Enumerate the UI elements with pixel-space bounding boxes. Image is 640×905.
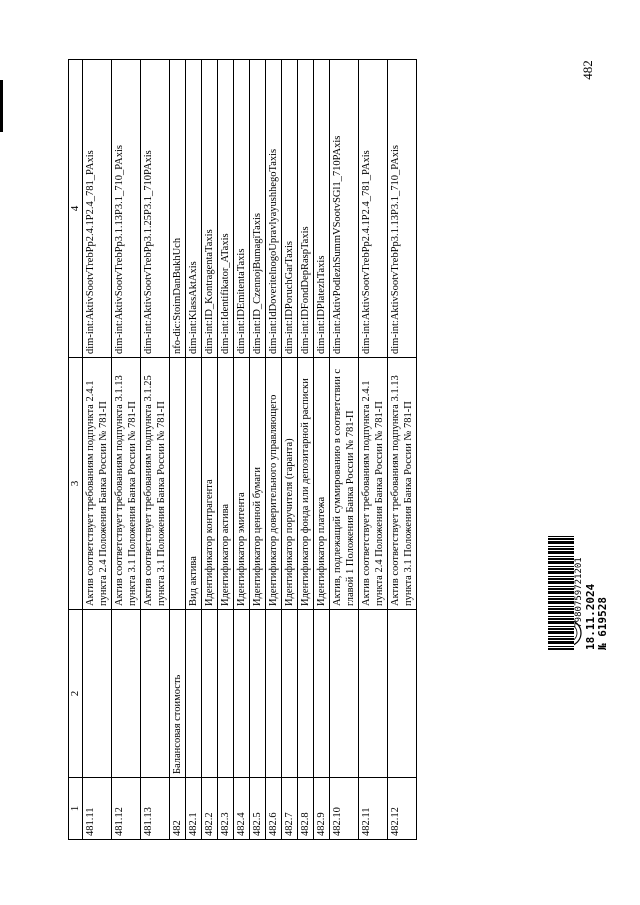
- cell-col-4: dim-int:AktivSootvTrebPp3.1.13P3.1_710_PAxis: [112, 60, 141, 358]
- page-number: 482: [580, 60, 595, 80]
- cell-col-1: 482.9: [314, 778, 330, 840]
- cell-col-1: 482.11: [359, 778, 388, 840]
- cell-col-3: Идентификатор контрагента: [202, 358, 218, 610]
- cell-col-2: [141, 610, 170, 778]
- table-row: [170, 60, 186, 840]
- cell-col-4: dim-int:AktivPodlezhSummVSootvSGl1_710PAxis: [330, 60, 359, 358]
- cell-col-1: 482.1: [186, 778, 202, 840]
- cell-col-4: dim-int:AktivSootvTrebPp3.1.25P3.1_710PAxis: [141, 60, 170, 358]
- registration-stamp: [548, 535, 608, 650]
- cell-col-3: Актив соответствует требованиям подпункта 3.1.25 пункта 3.1 Положения Банка России № 781-П: [141, 358, 170, 610]
- table-header-row: [69, 60, 83, 840]
- cell-col-4: dim-int:AktivSootvTrebPp2.4.1P2.4_781_PAxis: [359, 60, 388, 358]
- cell-col-1: 481.11: [83, 778, 112, 840]
- table-row: [250, 60, 266, 840]
- cell-col-3: Вид актива: [186, 358, 202, 610]
- table-row: [330, 60, 359, 840]
- cell-col-4: dim-int:IDEmitentaTaxis: [234, 60, 250, 358]
- table-row: [388, 60, 417, 840]
- cell-col-3: Актив, подлежащий суммированию в соответствии с главой 1 Положения Банка России № 781-П: [330, 358, 359, 610]
- cell-col-3: Идентификатор платежа: [314, 358, 330, 610]
- cell-col-3: Актив соответствует требованиям подпункта 3.1.13 пункта 3.1 Положения Банка России № 781-П: [112, 358, 141, 610]
- cell-col-1: 482.6: [266, 778, 282, 840]
- margin-rule: [0, 80, 3, 132]
- cell-col-3: Идентификатор поручителя (гаранта): [282, 358, 298, 610]
- cell-col-4: dim-int:Identifikator_ATaxis: [218, 60, 234, 358]
- table-row: [282, 60, 298, 840]
- table-row: [234, 60, 250, 840]
- cell-col-1: 481.13: [141, 778, 170, 840]
- rotated-table-container: [68, 60, 584, 840]
- table-row: [202, 60, 218, 840]
- cell-col-4: dim-int:ID_CzennojBumagiTaxis: [250, 60, 266, 358]
- cell-col-3: [170, 358, 186, 610]
- cell-col-1: 481.12: [112, 778, 141, 840]
- table-body: [83, 60, 417, 840]
- cell-col-2: [266, 610, 282, 778]
- cell-col-2: [83, 610, 112, 778]
- cell-col-2: [314, 610, 330, 778]
- table-row: [298, 60, 314, 840]
- cell-col-4: dim-int:AktivSootvTrebPp3.1.13P3.1_710_PAxis: [388, 60, 417, 358]
- table-row: [266, 60, 282, 840]
- cell-col-2: [359, 610, 388, 778]
- cell-col-3: Идентификатор фонда или депозитарной расписки: [298, 358, 314, 610]
- header-col-2: 2: [69, 610, 83, 778]
- table-row: [141, 60, 170, 840]
- cell-col-2: [298, 610, 314, 778]
- cell-col-2: [388, 610, 417, 778]
- cell-col-3: Идентификатор доверительного управляющего: [266, 358, 282, 610]
- cell-col-2: [202, 610, 218, 778]
- table-row: [314, 60, 330, 840]
- stamp-registration-number: № 619528: [596, 597, 609, 650]
- cell-col-3: Актив соответствует требованиям подпункта 2.4.1 пункта 2.4 Положения Банка России № 781-П: [83, 358, 112, 610]
- cell-col-1: 482.7: [282, 778, 298, 840]
- cell-col-1: 482.5: [250, 778, 266, 840]
- cell-col-1: 482.2: [202, 778, 218, 840]
- cell-col-1: 482.8: [298, 778, 314, 840]
- cell-col-4: nfo-dic:StoimDanBukhUch: [170, 60, 186, 358]
- cell-col-3: Идентификатор ценной бумаги: [250, 358, 266, 610]
- cell-col-2: [234, 610, 250, 778]
- cell-col-2: Балансовая стоимость: [170, 610, 186, 778]
- cell-col-3: Идентификатор эмитента: [234, 358, 250, 610]
- cell-col-3: Актив соответствует требованиям подпункта 2.4.1 пункта 2.4 Положения Банка России № 781-П: [359, 358, 388, 610]
- cell-col-1: 482.12: [388, 778, 417, 840]
- cell-col-1: 482.4: [234, 778, 250, 840]
- table-row: [359, 60, 388, 840]
- cell-col-2: [282, 610, 298, 778]
- cell-col-1: 482: [170, 778, 186, 840]
- table-row: [112, 60, 141, 840]
- cell-col-2: [186, 610, 202, 778]
- table-row: [218, 60, 234, 840]
- cell-col-1: 482.10: [330, 778, 359, 840]
- cell-col-4: dim-int:AktivSootvTrebPp2.4.1P2.4_781_PAxis: [83, 60, 112, 358]
- cell-col-1: 482.3: [218, 778, 234, 840]
- cell-col-4: dim-int:IDPlatezhTaxis: [314, 60, 330, 358]
- cell-col-4: dim-int:KlassAktAxis: [186, 60, 202, 358]
- header-col-1: 1: [69, 778, 83, 840]
- cell-col-4: dim-int:IDPoruchGarTaxis: [282, 60, 298, 358]
- attribute-table: [68, 59, 417, 840]
- cell-col-4: dim-int:IdDoveritelnogoUpravlyayushhegoTaxis: [266, 60, 282, 358]
- cell-col-2: [112, 610, 141, 778]
- cell-col-3: Актив соответствует требованиям подпункта 3.1.13 пункта 3.1 Положения Банка России № 781-П: [388, 358, 417, 610]
- table-row: [186, 60, 202, 840]
- stamp-date: 18.11.2024: [584, 583, 597, 650]
- cell-col-4: dim-int:IDFondDepRaspTaxis: [298, 60, 314, 358]
- barcode-icon: [548, 535, 574, 650]
- barcode-number: 7980759721201: [574, 557, 584, 628]
- cell-col-4: dim-int:ID_KontragentaTaxis: [202, 60, 218, 358]
- cell-col-2: [330, 610, 359, 778]
- cell-col-3: Идентификатор актива: [218, 358, 234, 610]
- cell-col-2: [218, 610, 234, 778]
- header-col-3: 3: [69, 358, 83, 610]
- cell-col-2: [250, 610, 266, 778]
- header-col-4: 4: [69, 60, 83, 358]
- table-row: [83, 60, 112, 840]
